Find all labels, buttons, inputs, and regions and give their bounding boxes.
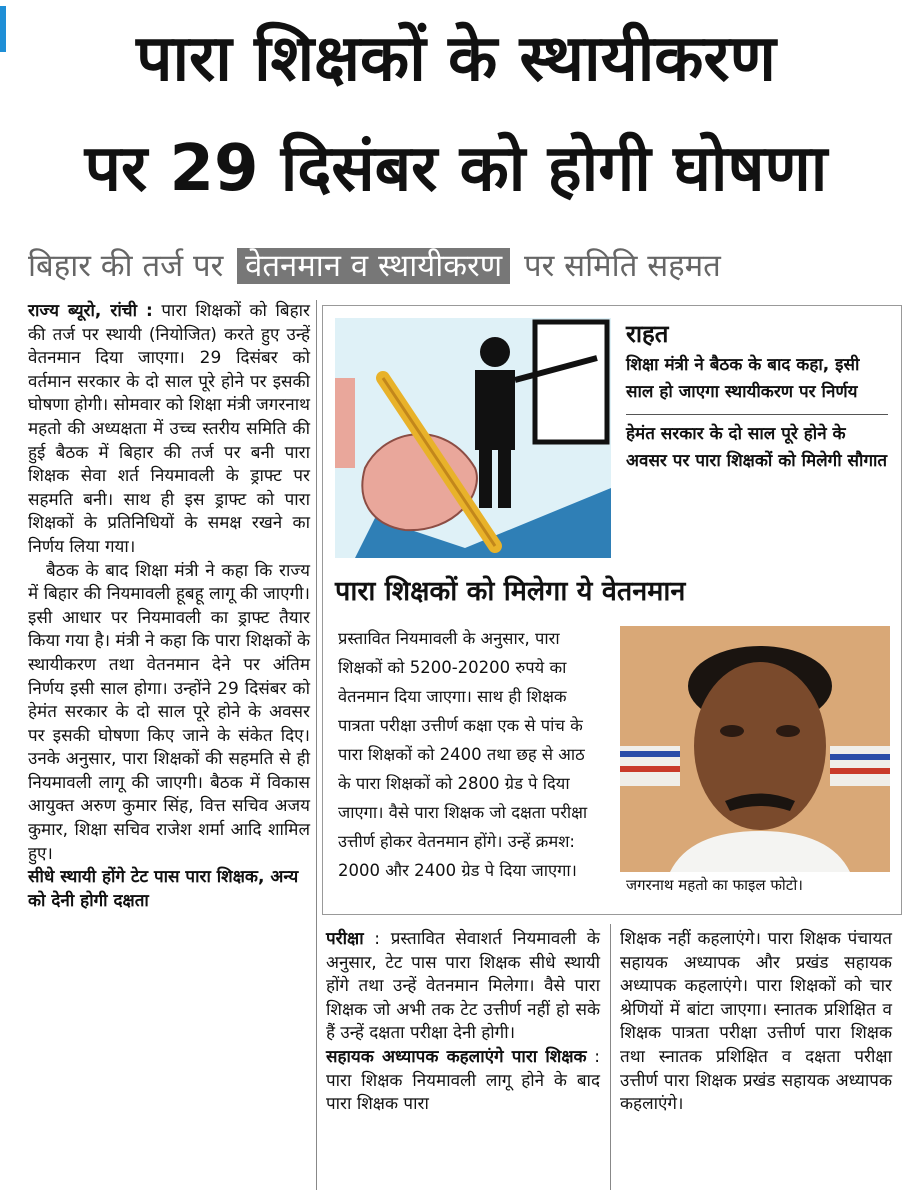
rahat-point-1: शिक्षा मंत्री ने बैठक के बाद कहा, इसी साल हो जाएगा स्थायीकरण पर निर्णय [626, 355, 860, 402]
rahat-point-2: हेमंत सरकार के दो साल पूरे होने के अवसर पर पारा शिक्षकों को मिलेगी सौगात [626, 424, 888, 471]
column2-paragraph-2 [326, 1046, 600, 1117]
column2-subhead: सहायक अध्यापक कहलाएंगे पारा शिक्षक [326, 1046, 587, 1067]
article-column-2 [326, 928, 600, 1117]
paragraph-2: बैठक के बाद शिक्षा मंत्री ने कहा कि राज्य में बिहार की नियमावली हूबहू लागू की जाएगी। इसी आधार पर नियमावली का ड्राफ्ट तैयार किया गया है। मंत्री ने कहा कि पारा शिक्षकों के स्थायीकरण तथा वेतनमान देने पर अंतिम निर्णय इसी साल होगा। उन्होंने 29 दिसंबर को हेमंत सरकार के दो साल पूरे होने के अवसर पर इसकी घोषणा किए जाने के संकेत दिए। उनके अनुसार, पारा शिक्षकों की सहमति से ही नियमावली लागू की जाएगी। बैठक में विकास आयुक्त अरुण कुमार सिंह, वित्त सचिव अजय कुमार, शिक्षा सचिव राजेश शर्मा आदि शामिल हुए। [28, 560, 310, 864]
rahat-sidebar [626, 318, 888, 475]
article-column-1 [28, 300, 310, 913]
subhead-before: बिहार की तर्ज पर [28, 248, 224, 284]
minister-photo [620, 626, 890, 872]
subheadline [28, 240, 896, 292]
rahat-title: राहत [626, 320, 669, 348]
paragraph-1 [28, 300, 310, 560]
photo-caption: जगरनाथ महतो का फाइल फोटो। [626, 876, 803, 894]
page-edge-marker [0, 6, 6, 52]
column2-paragraph-1 [326, 928, 600, 1046]
subhead-after: पर समिति सहमत [524, 248, 721, 284]
box-title: पारा शिक्षकों को मिलेगा ये वेतनमान [335, 576, 686, 607]
teacher-writing-illustration [335, 318, 611, 558]
paragraph-1-text: पारा शिक्षकों को बिहार की तर्ज पर स्थायी (नियोजित) करते हुए उन्हें वेतनमान दिया जाएगा। 29 दिसंबर को वर्तमान सरकार के दो साल पूरे होने पर इसकी घोषणा होगी। सोमवार को शिक्षा मंत्री जगरनाथ महतो की अध्यक्षता में उच्च स्तरीय समिति की हुई बैठक में बिहार की तर्ज पर बनी पारा शिक्षक सेवा शर्त नियमावली के ड्राफ्ट पर सहमति बनी। साथ ही इस ड्राफ्ट को पारा शिक्षकों के प्रतिनिधियों के समक्ष रखने का निर्णय लिया गया। [28, 301, 310, 557]
box-text: प्रस्तावित नियमावली के अनुसार, पारा शिक्षकों को 5200-20200 रुपये का वेतनमान दिया जाएगा। साथ ही शिक्षक पात्रता परीक्षा उत्तीर्ण कक्षा एक से पांच के पारा शिक्षकों को 2400 तथा छह से आठ के पारा शिक्षकों को 2800 ग्रेड पे दिया जाएगा। वैसे पारा शिक्षक जो दक्षता परीक्षा उत्तीर्ण होकर वेतनमान होंगे। उन्हें क्रमश: 2000 और 2400 ग्रेड पे दिया जाएगा। [338, 629, 588, 880]
subhead-highlight: वेतनमान व स्थायीकरण [237, 248, 510, 284]
column2-paragraph-2-text: : पारा शिक्षक नियमावली लागू होने के बाद पारा शिक्षक पारा [326, 1046, 600, 1115]
dateline: राज्य ब्यूरो, रांची : [28, 301, 153, 321]
column-divider [316, 300, 317, 1190]
illustration [335, 318, 611, 558]
rahat-divider [626, 414, 888, 415]
headline-line-1: पारा शिक्षकों के स्थायीकरण [136, 22, 776, 96]
column1-subhead: सीधे स्थायी होंगे टेट पास पारा शिक्षक, अन्य को देनी होगी दक्षता [28, 867, 299, 911]
column2-lead: परीक्षा [326, 929, 364, 949]
column-divider-2 [610, 924, 611, 1190]
column2-paragraph-1-text: : प्रस्तावित सेवाशर्त नियमावली के अनुसार, टेट पास पारा शिक्षक सीधे स्थायी होंगे तथा उन्हें वेतनमान मिलेगा। वैसे पारा शिक्षक जो अभी तक टेट उत्तीर्ण नहीं हो सके हैं उन्हें दक्षता परीक्षा देनी होगी। [326, 929, 600, 1044]
headline-line-2: पर 29 दिसंबर को होगी घोषणा [84, 132, 828, 206]
column3-text: शिक्षक नहीं कहलाएंगे। पारा शिक्षक पंचायत सहायक अध्यापक और प्रखंड सहायक अध्यापक कहलाएंगे। पारा शिक्षकों को चार श्रेणियों में बांटा जाएगा। स्नातक प्रशिक्षित व शिक्षक पात्रता परीक्षा उत्तीर्ण पारा शिक्षक तथा स्नातक प्रशिक्षित व दक्षता परीक्षा उत्तीर्ण पारा शिक्षक प्रखंड सहायक अध्यापक कहलाएंगे। [620, 929, 892, 1115]
portrait-image [620, 626, 890, 872]
article-column-3 [620, 928, 892, 1117]
